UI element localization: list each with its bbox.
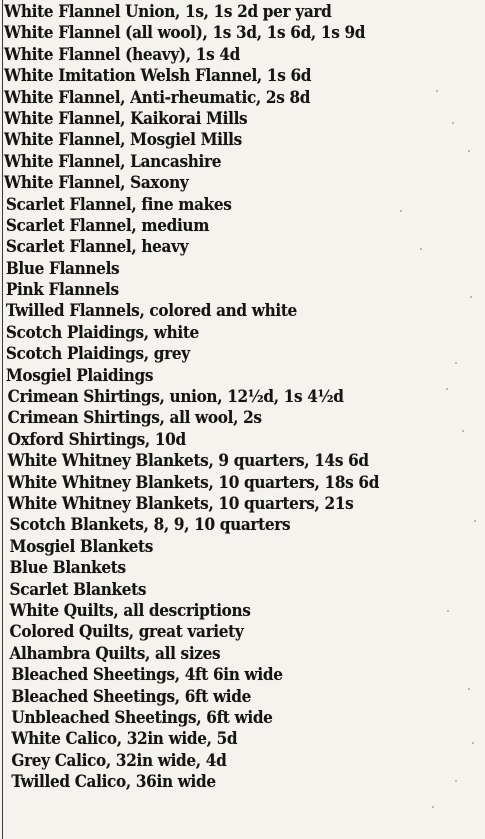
price-list-line: White Flannel Union, 1s, 1s 2d per yard [4,1,332,21]
price-list-line: Pink Flannels [5,279,119,300]
price-list-line: Twilled Calico, 36in wide [11,771,216,792]
price-list-line: White Flannel (all wool), 1s 3d, 1s 6d, 1s 9d [4,22,366,43]
price-list-line: Scarlet Flannel, medium [5,214,210,235]
price-list-line: Bleached Sheetings, 6ft wide [11,685,252,706]
price-list-line: White Flannel, Kaikorai Mills [4,107,248,128]
paper-speck [446,388,448,390]
price-list-line: Colored Quilts, great variety [9,621,244,642]
paper-speck [455,780,457,782]
paper-speck [462,430,464,432]
price-list-line: White Flannel, Anti-rheumatic, 2s 8d [4,86,311,107]
price-list-line: Crimean Shirtings, union, 12½d, 1s 4½d [7,386,344,407]
price-list-line: Twilled Flannels, colored and white [5,300,297,321]
price-list-line: Oxford Shirtings, 10d [7,428,186,449]
price-list-line: White Flannel, Mosgiel Mills [4,129,242,150]
price-list-line: White Flannel, Lancashire [4,150,222,171]
price-list-line: White Whitney Blankets, 10 quarters, 21s [7,492,354,513]
paper-speck [455,362,457,364]
price-list-line: Mosgiel Blankets [9,535,153,556]
price-list-line: White Quilts, all descriptions [9,599,251,620]
price-list-line: Scotch Plaidings, grey [5,343,190,364]
price-list-line: Blue Flannels [5,257,120,278]
paper-speck [436,90,438,92]
price-list-line: Mosgiel Plaidings [5,364,154,385]
price-list-line: White Calico, 32in wide, 5d [11,728,238,749]
paper-speck [420,248,422,250]
column-rule [2,0,3,839]
price-list-line: White Imitation Welsh Flannel, 1s 6d [4,65,312,86]
price-list-line: White Flannel (heavy), 1s 4d [4,43,241,64]
paper-speck [452,122,454,124]
price-list-line: Bleached Sheetings, 4ft 6in wide [11,664,283,685]
price-list-line: Scarlet Blankets [9,578,147,599]
price-list-line: White Whitney Blankets, 10 quarters, 18s 6d [7,471,380,492]
price-list-line: Unbleached Sheetings, 6ft wide [11,706,273,727]
price-list-line: White Whitney Blankets, 9 quarters, 14s 6d [7,450,369,471]
paper-speck [447,610,449,612]
paper-speck [474,520,476,522]
price-list-line: Alhambra Quilts, all sizes [9,642,221,663]
price-list [4,1,482,792]
price-list-line: Scotch Plaidings, white [5,321,199,342]
price-list-line: Crimean Shirtings, all wool, 2s [7,407,262,428]
paper-speck [468,688,470,690]
paper-speck [468,150,470,152]
price-list-line: Scarlet Flannel, heavy [5,236,189,257]
price-list-line: Blue Blankets [9,557,126,578]
paper-speck [400,210,402,212]
price-list-line: Scotch Blankets, 8, 9, 10 quarters [9,514,291,535]
price-list-line: White Flannel, Saxony [4,172,189,193]
price-list-line: Scarlet Flannel, fine makes [5,193,232,214]
paper-speck [432,806,434,808]
price-list-line: Grey Calico, 32in wide, 4d [11,749,227,770]
paper-speck [470,296,472,298]
paper-speck [472,742,474,744]
